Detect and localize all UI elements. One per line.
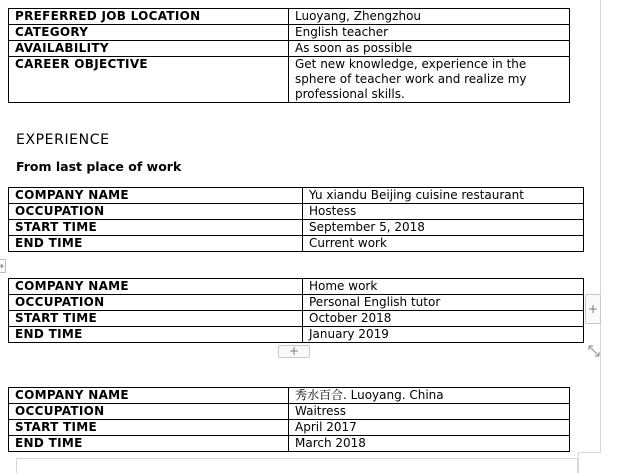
- add-row-button[interactable]: +: [278, 345, 310, 358]
- table-row: [9, 57, 570, 103]
- next-content-box: [16, 458, 578, 473]
- field-label: END TIME: [9, 327, 303, 343]
- table-resize-handle-icon[interactable]: [586, 343, 602, 359]
- detail-value[interactable]: As soon as possible: [289, 41, 570, 57]
- table-row: [9, 436, 570, 452]
- end-time[interactable]: March 2018: [289, 436, 570, 452]
- job-table-1: [8, 187, 584, 252]
- occupation[interactable]: Personal English tutor: [303, 295, 584, 311]
- table-row: [9, 279, 584, 295]
- detail-label: CATEGORY: [9, 25, 289, 41]
- page-edge-divider: [600, 0, 601, 472]
- detail-value[interactable]: Luoyang, Zhengzhou: [289, 9, 570, 25]
- table-row: [9, 9, 570, 25]
- detail-value[interactable]: Get new knowledge, experience in the sphere of teacher work and realize my professional skills.: [289, 57, 570, 103]
- field-label: START TIME: [9, 220, 303, 236]
- page-margin: [600, 0, 640, 472]
- field-label: COMPANY NAME: [9, 188, 303, 204]
- end-time[interactable]: January 2019: [303, 327, 584, 343]
- detail-label: PREFERRED JOB LOCATION: [9, 9, 289, 25]
- field-label: END TIME: [9, 436, 289, 452]
- company-name[interactable]: 秀水百合. Luoyang. China: [289, 388, 570, 404]
- company-name[interactable]: Yu xiandu Beijing cuisine restaurant: [303, 188, 584, 204]
- table-row: [9, 295, 584, 311]
- start-time[interactable]: September 5, 2018: [303, 220, 584, 236]
- table-row: [9, 41, 570, 57]
- table-move-handle-icon[interactable]: [0, 259, 6, 273]
- job-table-3: [8, 387, 570, 452]
- field-label: END TIME: [9, 236, 303, 252]
- detail-label: CAREER OBJECTIVE: [9, 57, 289, 103]
- end-time[interactable]: Current work: [303, 236, 584, 252]
- table-row: [9, 404, 570, 420]
- margin-box: [578, 452, 601, 473]
- job-table-2: [8, 278, 584, 343]
- field-label: OCCUPATION: [9, 204, 303, 220]
- move-arrow-icon: [0, 260, 5, 272]
- table-row: [9, 420, 570, 436]
- section-subheading: From last place of work: [16, 159, 182, 174]
- occupation[interactable]: Hostess: [303, 204, 584, 220]
- table-row: [9, 388, 570, 404]
- table-row: [9, 188, 584, 204]
- resize-icon: [586, 343, 602, 359]
- table-row: [9, 327, 584, 343]
- detail-value[interactable]: English teacher: [289, 25, 570, 41]
- field-label: COMPANY NAME: [9, 279, 303, 295]
- start-time[interactable]: April 2017: [289, 420, 570, 436]
- field-label: START TIME: [9, 420, 289, 436]
- field-label: OCCUPATION: [9, 404, 289, 420]
- table-row: [9, 25, 570, 41]
- table-row: [9, 204, 584, 220]
- field-label: COMPANY NAME: [9, 388, 289, 404]
- details-table: [8, 8, 570, 103]
- company-name[interactable]: Home work: [303, 279, 584, 295]
- occupation[interactable]: Waitress: [289, 404, 570, 420]
- detail-label: AVAILABILITY: [9, 41, 289, 57]
- start-time[interactable]: October 2018: [303, 311, 584, 327]
- table-row: [9, 311, 584, 327]
- table-row: [9, 220, 584, 236]
- section-heading: EXPERIENCE: [16, 132, 110, 148]
- field-label: OCCUPATION: [9, 295, 303, 311]
- add-column-button[interactable]: +: [585, 294, 601, 324]
- table-row: [9, 236, 584, 252]
- field-label: START TIME: [9, 311, 303, 327]
